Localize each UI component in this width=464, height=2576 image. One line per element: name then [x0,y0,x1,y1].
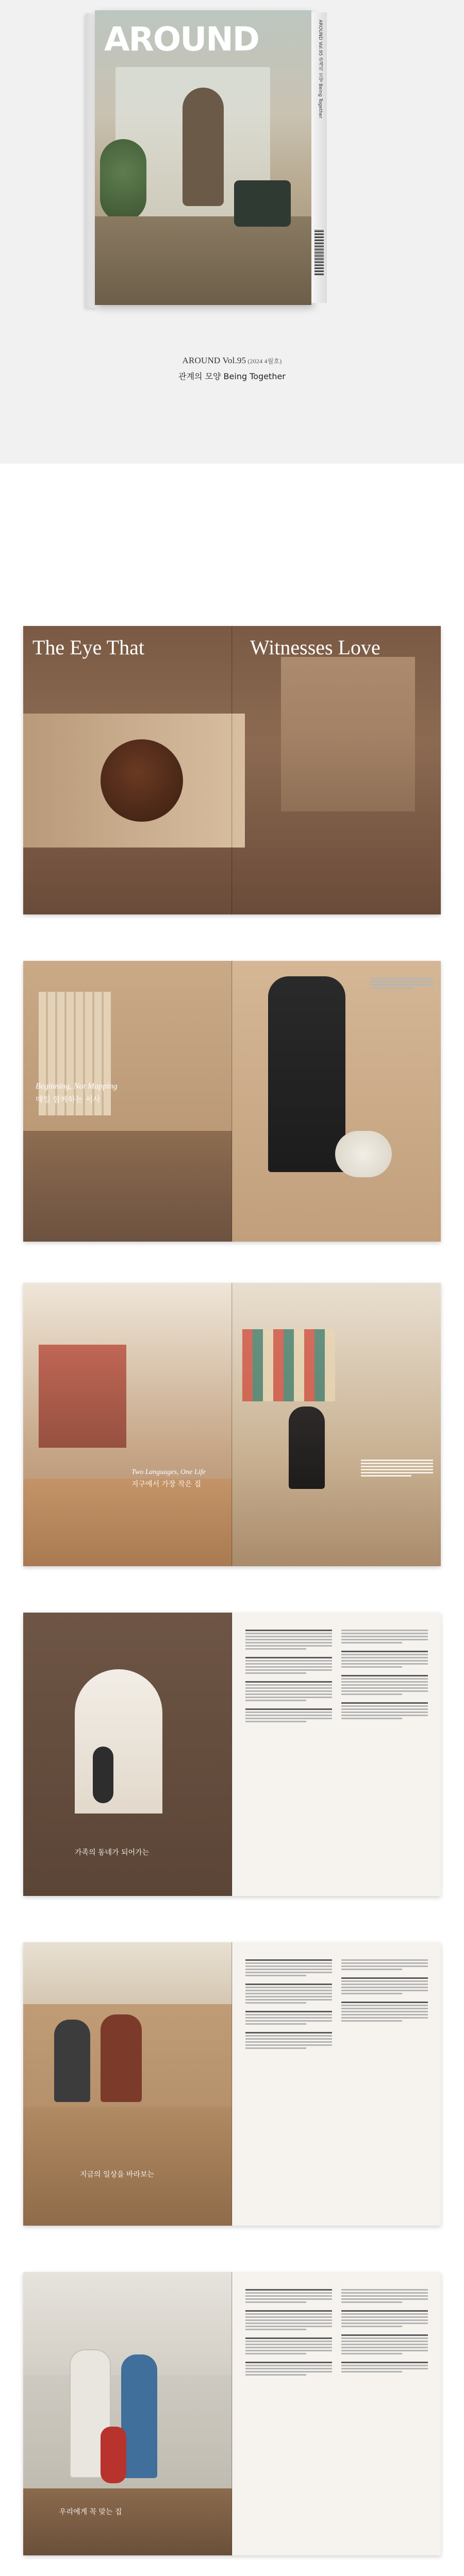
spread4-left-page [23,1613,232,1896]
photo-wall [23,1942,232,2004]
spread-2 [23,961,441,1242]
cover-person [183,88,224,206]
spread1-title-left: The Eye That [32,636,144,659]
hero-title-block [0,355,464,382]
gutter [231,626,233,914]
volume-date: (2024 4월호) [247,358,282,365]
photo-arch-doorway [75,1669,162,1814]
barcode-icon [314,229,324,275]
spread6-text-col1 [245,2287,332,2377]
cover-floor [95,216,311,305]
photo-red-sofa [39,1345,126,1448]
photo-child [93,1747,113,1803]
spread6-text-col2 [341,2287,428,2374]
photo-person-hair [101,739,183,822]
hero-section [0,0,464,464]
cover-logo: AROUND [104,21,259,59]
spread-6 [23,2272,441,2555]
spread3-left-page [23,1283,232,1566]
spread1-title-right: Witnesses Love [250,636,380,659]
photo-artwork-wall [242,1329,335,1401]
spread4-right-page [232,1613,441,1896]
photo-person-right [101,2014,142,2102]
volume-title: AROUND Vol.95 [182,355,246,365]
side-text: AROUND Vol.95 관계의 모양 Being Together [318,20,323,118]
spread3-text [361,1458,433,1478]
photo-person-blue [121,2354,157,2478]
photo-couple [268,976,345,1172]
spread3-caption-ko: 지구에서 가장 작은 집 [131,1480,202,1488]
spread2-right-page [232,961,441,1242]
spread4-caption: 가족의 동네가 되어가는 [75,1849,150,1857]
issue-subtitle: 관계의 모양 Being Together [178,371,286,381]
spread5-right-page [232,1942,441,2226]
spread2-text [371,976,433,990]
spread4-text-col2 [341,1628,428,1721]
magazine-mockup [86,10,327,309]
spread6-left-page [23,2272,232,2555]
spread3-caption-en: Two Languages, One Life [131,1468,206,1476]
spread6-right-page [232,2272,441,2555]
gutter [231,2272,233,2555]
spread5-text-col1 [245,1958,332,2050]
spread2-caption-ko: 매일 함께하는 서사 [36,1095,101,1104]
photo-desk [23,1131,232,1242]
magazine-side [311,12,327,303]
photo-dog [335,1131,392,1177]
spread-5 [23,1942,441,2226]
photo-floor [23,2488,232,2555]
spread5-text-col2 [341,1958,428,2023]
photo-wood-floor [23,1479,232,1566]
cover-plant [100,139,146,222]
spread2-caption-en: Beginning, Not Mapping [36,1082,118,1091]
gutter [231,1283,233,1566]
cover-chair [234,180,291,227]
magazine-cover [95,10,311,305]
photo-door [281,657,415,811]
spread3-right-page [232,1283,441,1566]
spread2-left-page [23,961,232,1242]
photo-person-left [54,2020,90,2102]
photo-child-red [101,2427,126,2483]
gutter [231,961,233,1242]
spread5-left-page [23,1942,232,2226]
gutter [231,1613,233,1896]
spread5-caption: 지금의 일상을 바라보는 [80,2171,155,2179]
volume-line [0,355,464,366]
photo-counter [23,2107,232,2226]
gutter [231,1942,233,2226]
spread6-caption: 우리에게 꼭 맞는 집 [59,2508,122,2516]
photo-person-standing [289,1406,325,1489]
spread4-text-col1 [245,1628,332,1724]
spread-1 [23,626,441,914]
spread-4 [23,1613,441,1896]
spread-3 [23,1283,441,1566]
